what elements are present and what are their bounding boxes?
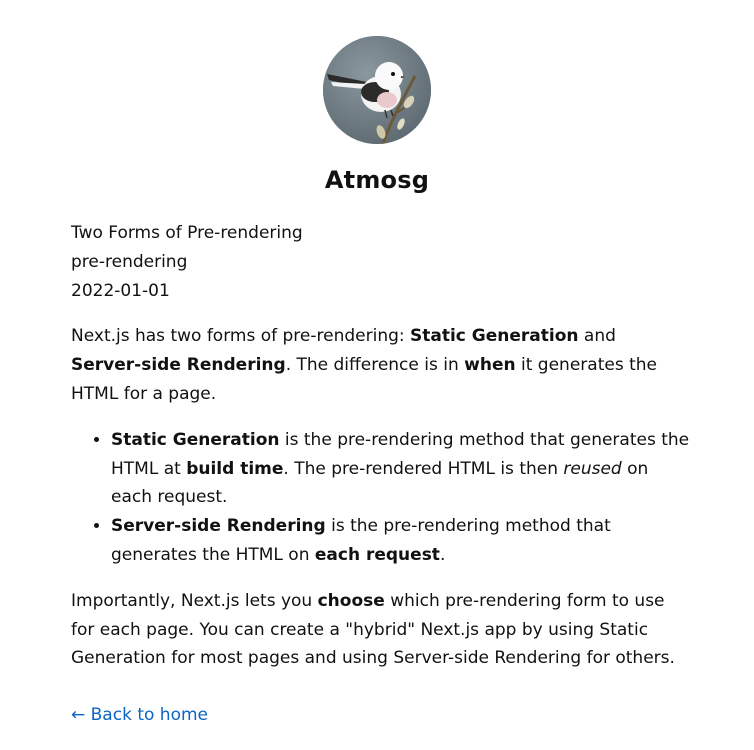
- bold-run: Static Generation: [410, 326, 579, 347]
- text-run: and: [578, 326, 616, 347]
- intro-paragraph: [71, 322, 691, 408]
- back-to-home-link[interactable]: ← Back to home: [71, 705, 208, 725]
- closing-paragraph: [71, 587, 691, 673]
- text-run: Importantly, Next.js lets you: [71, 590, 318, 611]
- text-run: which pre-rendering form to use for each page. You can create a "hybrid" Next.js app by using Static Generation for most pages and using Server-side Rendering for others.: [71, 590, 675, 669]
- post-content: [71, 322, 691, 673]
- text-run: . The difference is in: [285, 355, 465, 376]
- post-article: [71, 219, 691, 673]
- italic-run: reused: [563, 458, 622, 479]
- list-item: [111, 426, 691, 512]
- profile-avatar: [323, 36, 431, 144]
- text-run: . The pre-rendered HTML is then: [283, 458, 564, 479]
- bird-icon: [323, 36, 431, 144]
- text-run: is the pre-rendering method that generates the HTML at: [111, 429, 690, 479]
- bold-run: Server-side Rendering: [111, 516, 326, 537]
- bold-run: Static Generation: [111, 429, 280, 450]
- bold-run: when: [464, 355, 516, 376]
- rendering-list: [71, 426, 691, 570]
- bold-run: Server-side Rendering: [71, 355, 286, 376]
- post-date: 2022-01-01: [71, 280, 170, 301]
- bold-run: choose: [317, 590, 385, 611]
- bold-run: build time: [186, 458, 284, 479]
- text-run: .: [439, 544, 446, 565]
- site-title: Atmosg: [324, 166, 430, 194]
- text-run: it generates the HTML for a page.: [71, 355, 657, 404]
- post-tag: pre-rendering: [71, 251, 188, 272]
- post-title: Two Forms of Pre-rendering: [71, 223, 303, 243]
- site-header: [0, 36, 754, 196]
- post-meta: [71, 219, 691, 305]
- text-run: on each request.: [111, 458, 649, 508]
- list-item: [111, 512, 691, 570]
- text-run: Next.js has two forms of pre-rendering:: [71, 326, 411, 347]
- text-run: is the pre-rendering method that generates the HTML on: [111, 516, 611, 565]
- bold-run: each request: [314, 544, 440, 565]
